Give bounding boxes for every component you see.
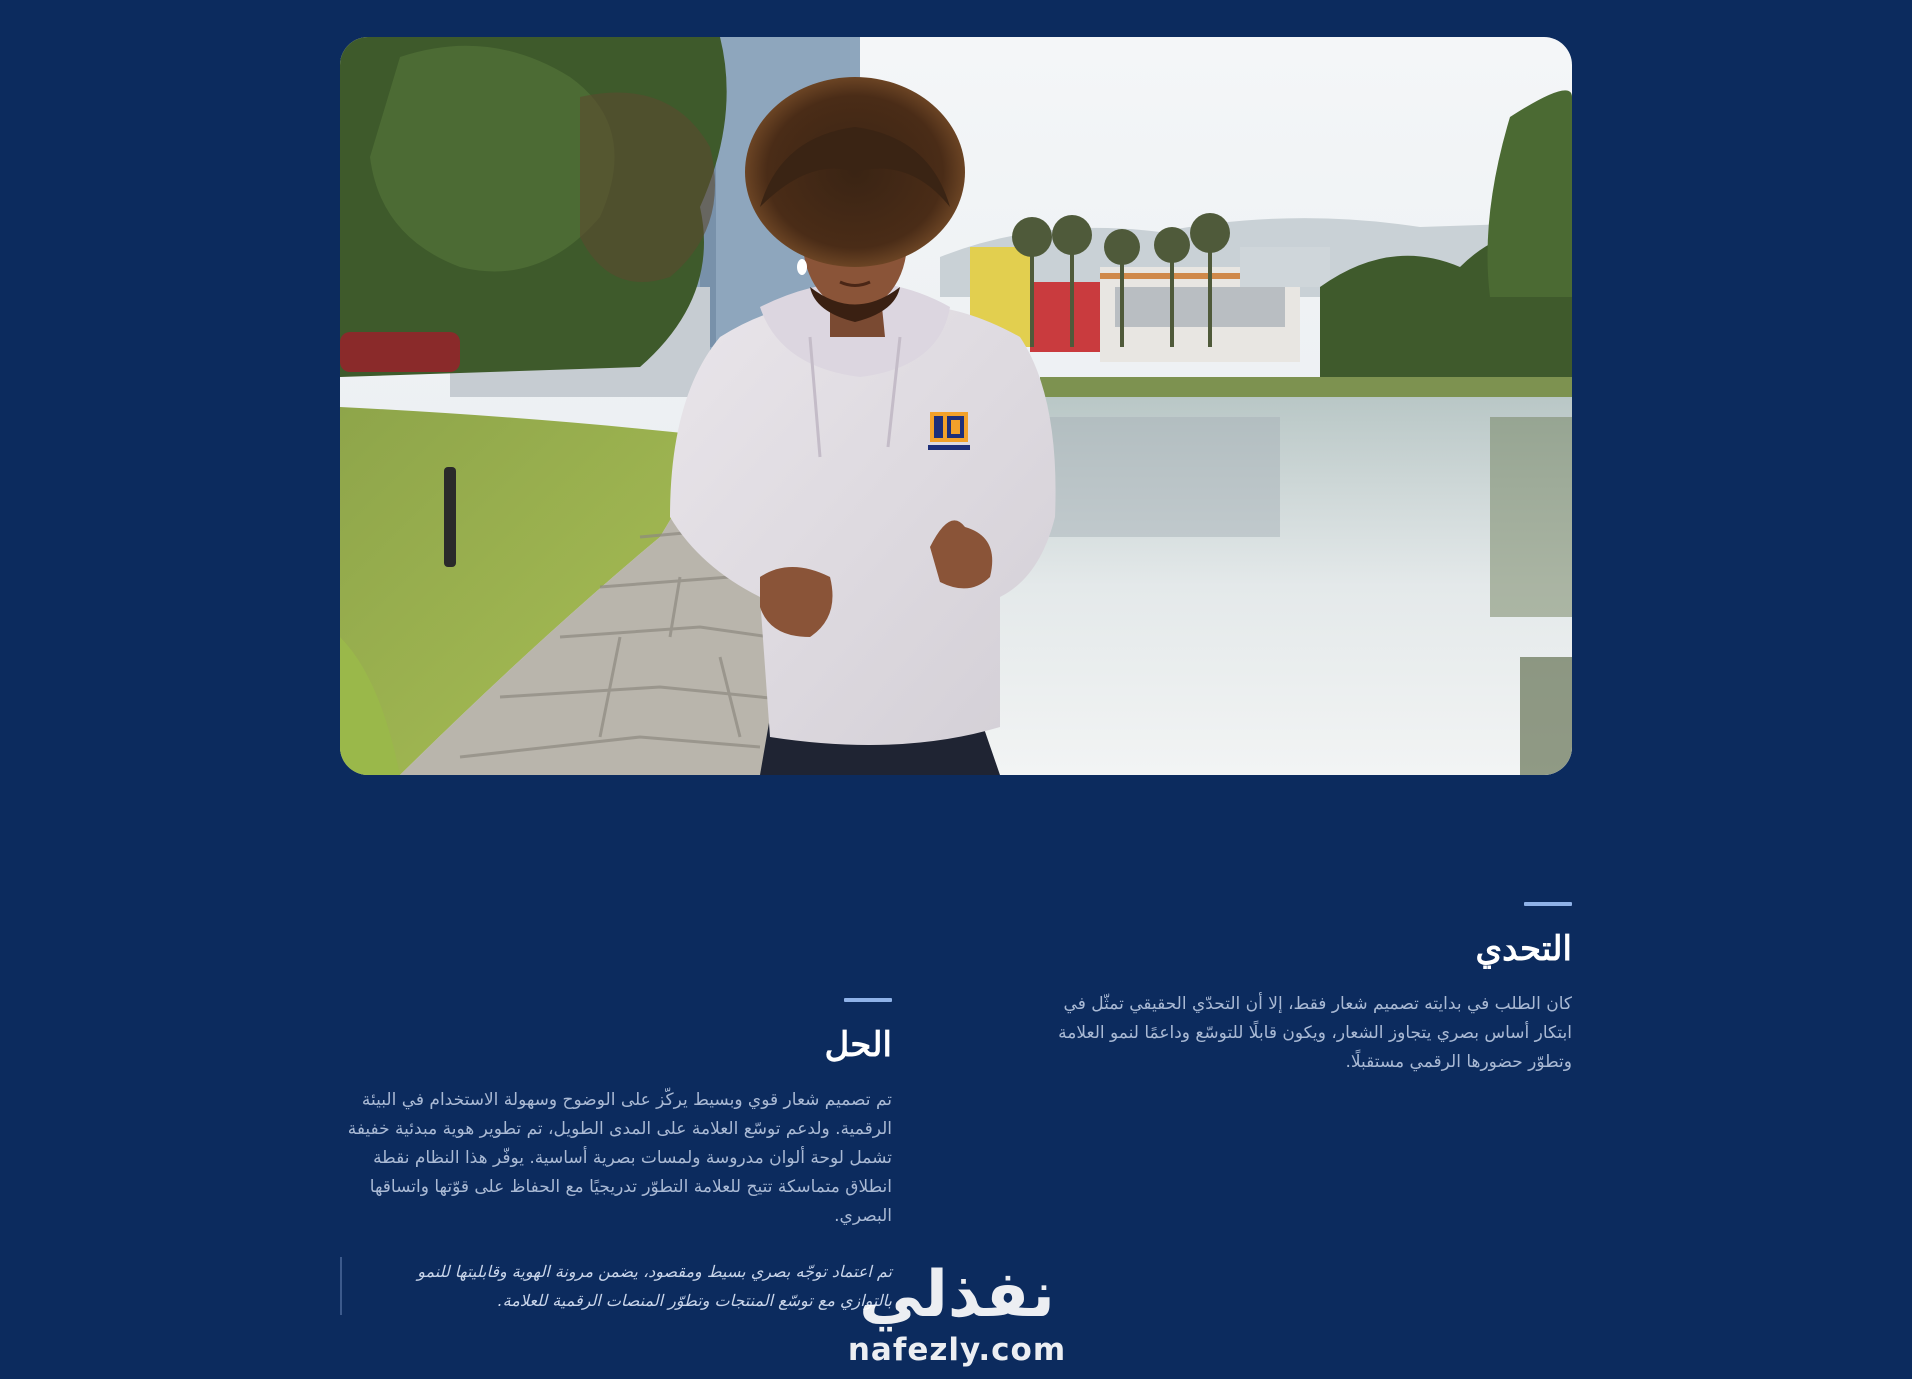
solution-accent-line: [844, 998, 892, 1002]
challenge-body: كان الطلب في بدايته تصميم شعار فقط، إلا أن التحدّي الحقيقي تمثّل في ابتكار أساس بصري يتجاوز الشعار، ويكون قابلًا للتوسّع وداعمًا لنمو العلامة وتطوّر حضورها الرقمي مستقبلًا.: [1058, 994, 1572, 1072]
solution-title: الحل: [824, 1025, 892, 1065]
solution-section: [340, 998, 892, 1315]
challenge-accent-line: [1524, 902, 1572, 906]
watermark-arabic-text: نفذلي: [859, 1258, 1055, 1332]
challenge-title: التحدي: [1475, 929, 1572, 969]
solution-quote: تم اعتماد توجّه بصري بسيط ومقصود، يضمن مرونة الهوية وقابليتها للنمو بالتوازي مع توسّع المنتجات وتطوّر المنصات الرقمية للعلامة.: [340, 1257, 892, 1315]
nafezly-watermark: [842, 1258, 1072, 1378]
solution-body: تم تصميم شعار قوي وبسيط يركّز على الوضوح وسهولة الاستخدام في البيئة الرقمية. ولدعم توسّع العلامة على المدى الطويل، تم تطوير هوية مبدئية خفيفة تشمل لوحة ألوان مدروسة ولمسات بصرية أساسية. يوفّر هذا النظام نقطة انطلاق متماسكة تتيح للعلامة التطوّر تدريجيًا مع الحفاظ على قوّتها واتساقها البصري.: [347, 1090, 892, 1226]
watermark-latin-text: nafezly.com: [847, 1332, 1067, 1368]
challenge-section: [1030, 902, 1572, 1077]
hero-image: [340, 37, 1572, 775]
